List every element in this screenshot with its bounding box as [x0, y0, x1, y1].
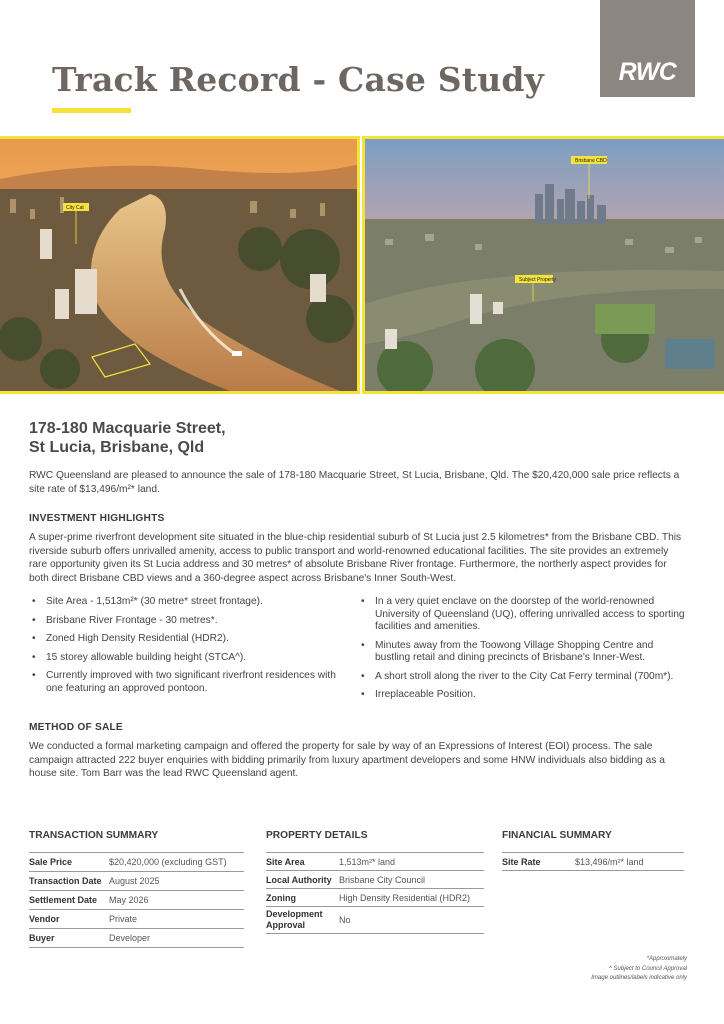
footnotes	[591, 955, 687, 984]
bullet-item: • Site Area - 1,513m²* (30 metre* street frontage).	[32, 596, 263, 607]
address-line-2: St Lucia, Brisbane, Qld	[29, 439, 205, 456]
property-table	[266, 852, 484, 934]
table-row: Development Approval No	[266, 907, 484, 934]
bullet-item: • Currently improved with two significant riverfront residences with one featuring an approved pontoon.	[32, 670, 336, 694]
table-row: Settlement Date May 2026	[29, 891, 244, 910]
bullet-item: • Brisbane River Frontage - 30 metres*.	[32, 614, 218, 626]
transaction-table	[29, 852, 244, 948]
table-row: Local Authority Brisbane City Council	[266, 871, 484, 889]
callout-brisbane-cbd: Brisbane CBD	[575, 158, 607, 164]
intro-paragraph: RWC Queensland are pleased to announce the sale of 178-180 Macquarie Street, St Lucia, Brisbane, Qld. The $20,420,000 sale price reflects a site rate of $13,496/m²* land.	[29, 470, 680, 495]
footnote-image: Image outlines/labels indicative only	[591, 975, 687, 981]
highlights-paragraph: A super-prime riverfront development site situated in the blue-chip residential suburb of St Lucia just 2.5 kilometres* from the Brisbane CBD. This riverside suburb offers unrivalled amenity, access to public transport and world-renowned educational facilities. The site provides an extremely rare opportunity given its St Lucia address and 30 metres* of absolute Brisbane River frontage. Furthermore, the northerly aspect provides for both direct Brisbane CBD views and a 360-degree aspect across Brisbane's Inner South-West.	[29, 532, 682, 584]
table-row: Sale Price $20,420,000 (excluding GST)	[29, 853, 244, 872]
page-title: Track Record - Case Study	[52, 60, 545, 99]
address-line-1: 178-180 Macquarie Street,	[29, 420, 226, 437]
method-paragraph: We conducted a formal marketing campaign and offered the property for sale by way of an Expressions of Interest (EOI) process. The sale campaign attracted 222 buyer enquiries with bidding primarily from luxury apartment developers and some HNW individuals also bidding as a house site. Tom Barr was the lead RWC Queensland agent.	[29, 741, 665, 779]
bullet-item: • Irreplaceable Position.	[361, 689, 476, 700]
photo-cbd-view	[362, 136, 724, 394]
photo-river-sunset	[0, 136, 360, 394]
rwc-logo	[600, 0, 695, 97]
highlights-left-list	[29, 596, 347, 701]
table-row: Site Area 1,513m²* land	[266, 853, 484, 871]
title-underline	[52, 108, 131, 113]
bullet-item: • A short stroll along the river to the City Cat Ferry terminal (700m*).	[361, 670, 674, 682]
financial-heading: FINANCIAL SUMMARY	[502, 830, 612, 841]
callout-city-cat: City Cat	[66, 205, 84, 211]
table-row: Buyer Developer	[29, 929, 244, 948]
bullet-item: • In a very quiet enclave on the doorstep of the world-renowned University of Queensland (UQ), offering unrivalled access to sporting facilities and amenities.	[361, 596, 685, 632]
footnote-council: ^ Subject to Council Approval	[609, 965, 687, 972]
financial-table	[502, 852, 684, 871]
table-row: Site Rate $13,496/m²* land	[502, 853, 684, 871]
bullet-item: • 15 storey allowable building height (STCA^).	[32, 651, 247, 663]
bullet-item: • Zoned High Density Residential (HDR2).	[32, 633, 229, 644]
highlights-right-list	[358, 596, 688, 708]
rwc-logo-text: RWC	[618, 58, 677, 86]
transaction-heading: TRANSACTION SUMMARY	[29, 830, 159, 841]
highlights-heading: INVESTMENT HIGHLIGHTS	[29, 513, 165, 524]
table-row: Zoning High Density Residential (HDR2)	[266, 889, 484, 907]
table-row: Transaction Date August 2025	[29, 872, 244, 891]
property-heading: PROPERTY DETAILS	[266, 830, 368, 841]
callout-subject-property: Subject Property	[519, 277, 556, 283]
method-heading: METHOD OF SALE	[29, 722, 123, 733]
footnote-approx: *Approximately	[646, 956, 687, 962]
bullet-item: • Minutes away from the Toowong Village Shopping Centre and bustling retail and dining precincts of Brisbane's Inner-West.	[361, 639, 654, 663]
table-row: Vendor Private	[29, 910, 244, 929]
property-address	[29, 419, 226, 457]
